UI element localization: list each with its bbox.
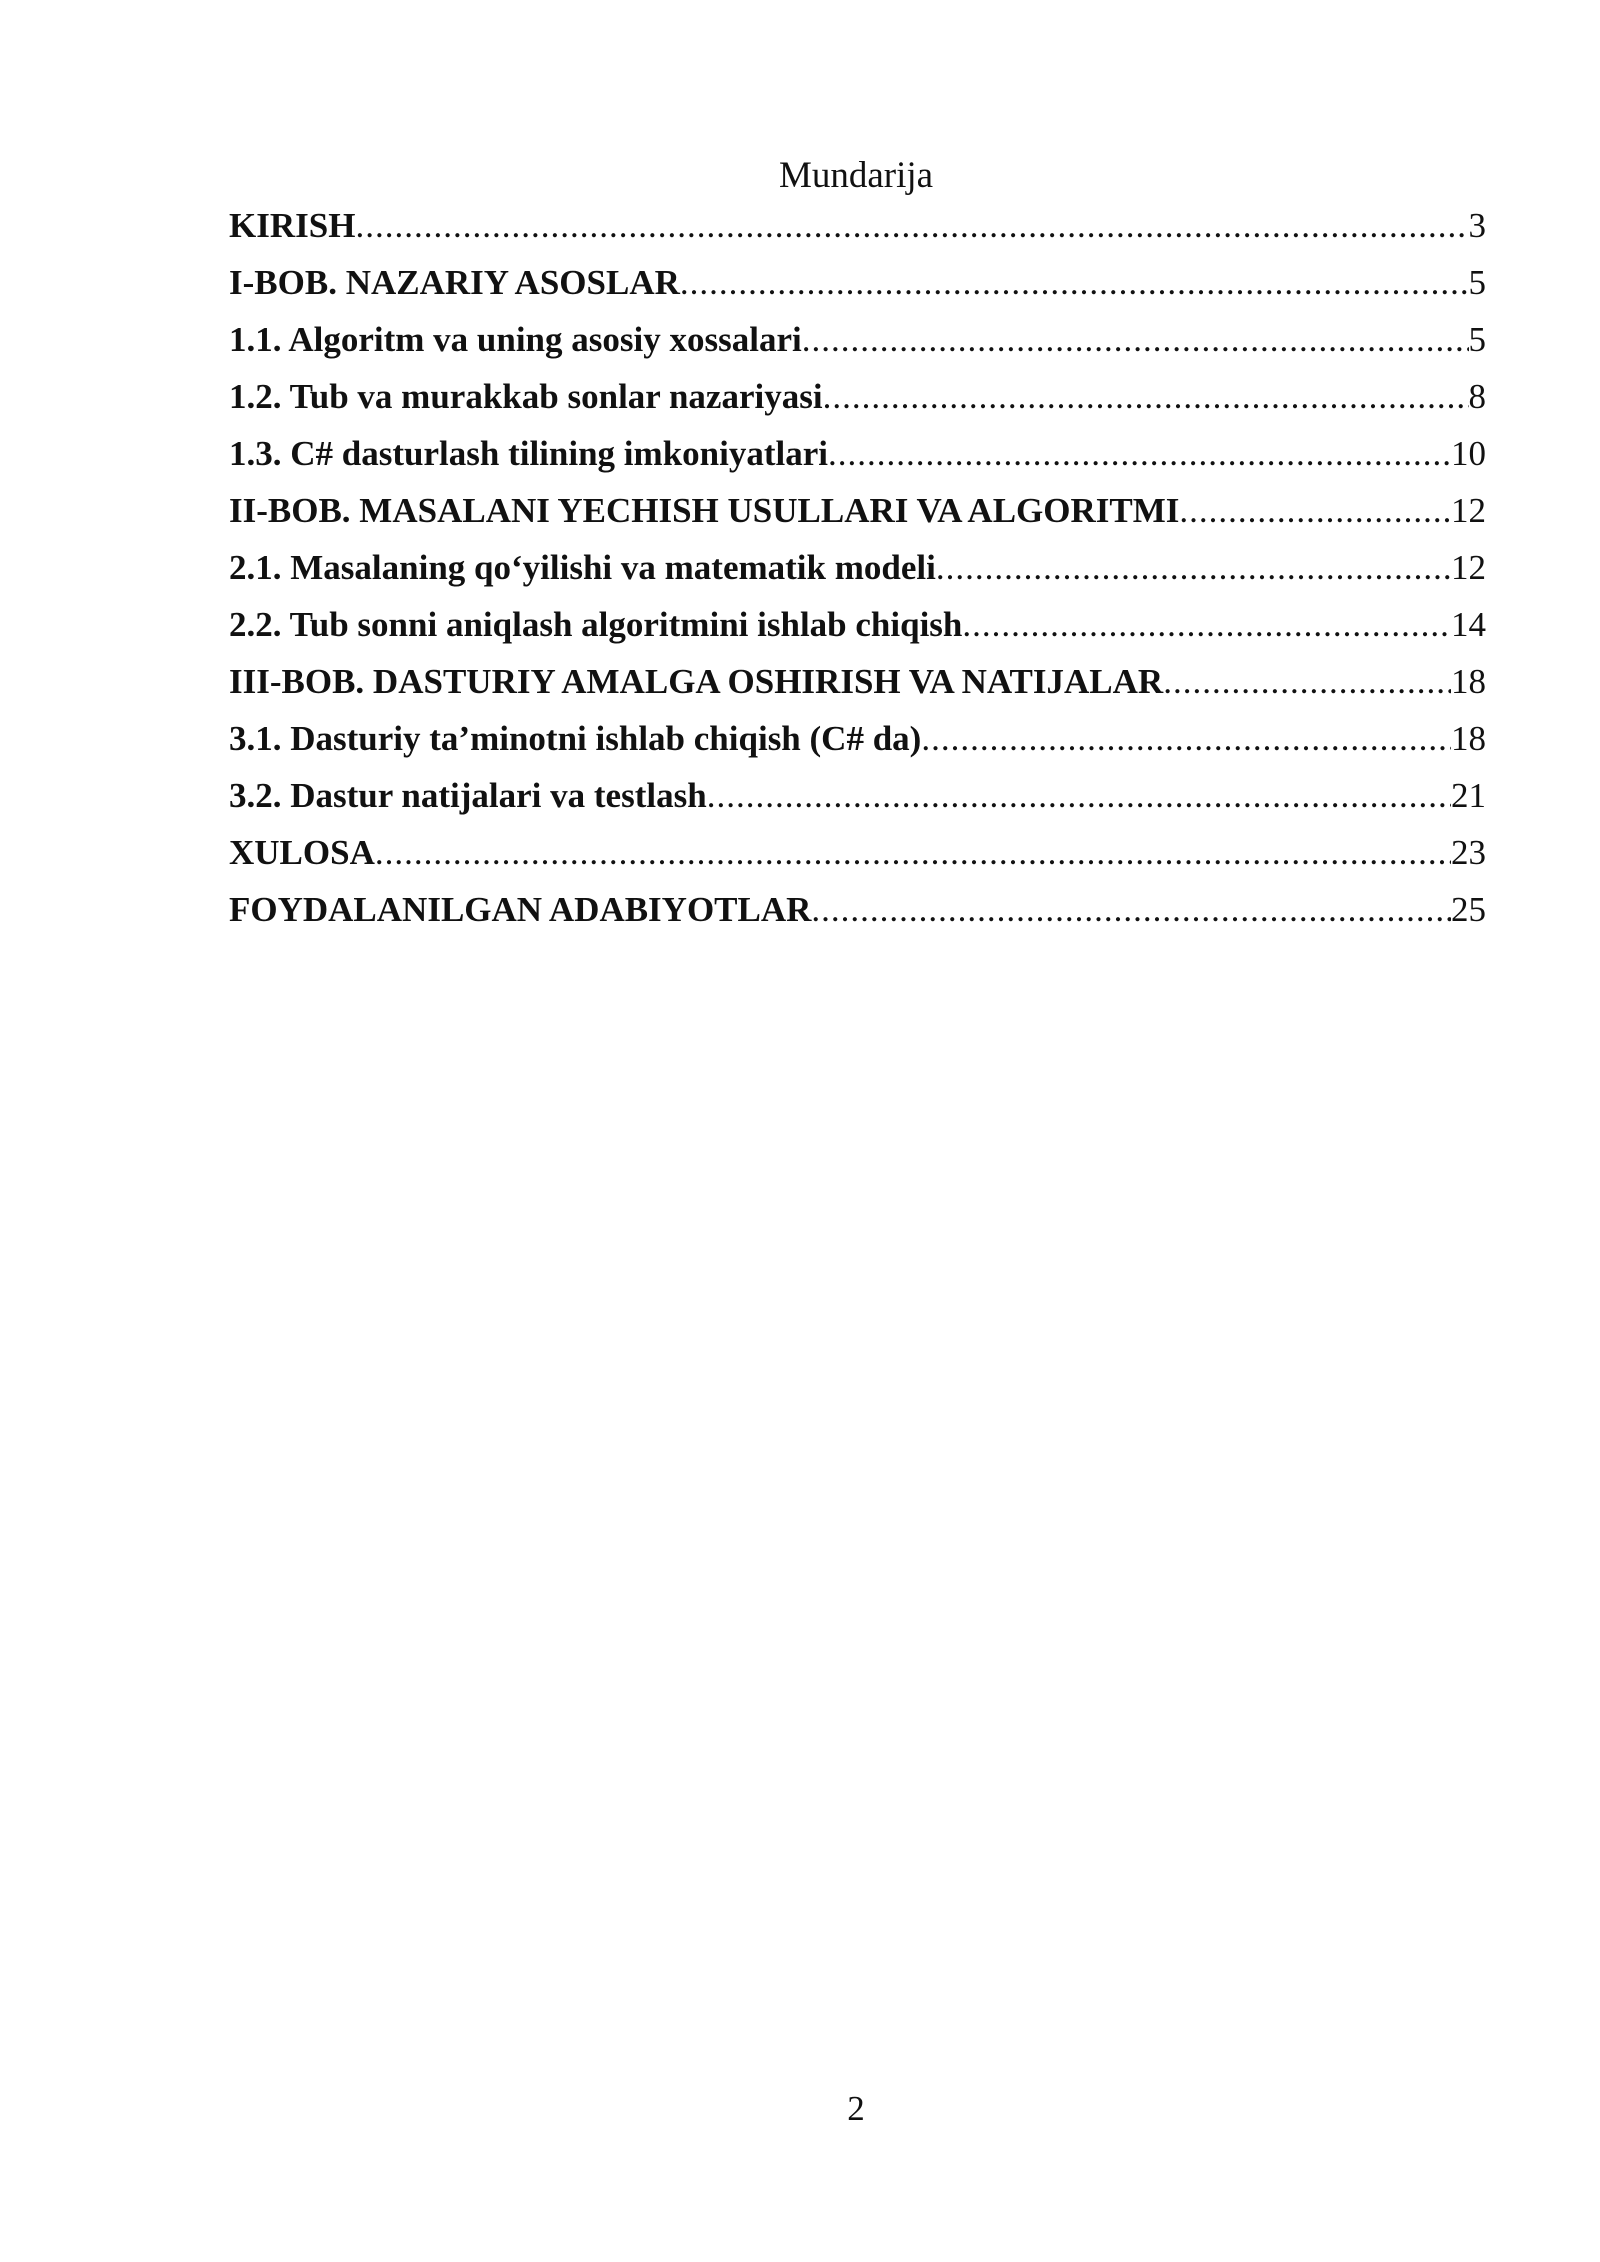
toc-entry-page: 18 — [1451, 719, 1486, 758]
toc-entry-label: FOYDALANILGAN ADABIYOTLAR — [229, 890, 812, 929]
toc-entry-section-1-3[interactable] — [229, 425, 1486, 482]
toc-entry-page: 23 — [1451, 833, 1486, 872]
toc-entry-label: I-BOB. NAZARIY ASOSLAR — [229, 263, 680, 302]
toc-entry-label: 3.2. Dastur natijalari va testlash — [229, 776, 707, 815]
toc-entry-section-3-1[interactable] — [229, 710, 1486, 767]
toc-entry-label: 1.2. Tub va murakkab sonlar nazariyasi — [229, 377, 823, 416]
page-number: 2 — [847, 2089, 865, 2128]
toc-entry-label: III-BOB. DASTURIY AMALGA OSHIRISH VA NATIJALAR — [229, 662, 1164, 701]
toc-entry-page: 3 — [1468, 206, 1486, 245]
toc-leader-dots — [680, 254, 1469, 311]
toc-entry-xulosa[interactable] — [229, 824, 1486, 881]
page-title: Mundarija — [778, 155, 934, 196]
toc-leader-dots — [921, 710, 1451, 767]
toc-entry-label: II-BOB. MASALANI YECHISH USULLARI VA ALGORITMI — [229, 491, 1180, 530]
toc-entry-page: 5 — [1468, 320, 1486, 359]
toc-leader-dots — [1163, 653, 1451, 710]
toc-entry-page: 12 — [1451, 491, 1486, 530]
toc-entry-page: 21 — [1451, 776, 1486, 815]
toc-leader-dots — [936, 539, 1451, 596]
toc-leader-dots — [375, 824, 1451, 881]
table-of-contents — [229, 197, 1486, 938]
toc-leader-dots — [355, 197, 1468, 254]
toc-entry-page: 18 — [1451, 662, 1486, 701]
toc-entry-section-1-1[interactable] — [229, 311, 1486, 368]
toc-leader-dots — [823, 368, 1469, 425]
toc-entry-section-1-2[interactable] — [229, 368, 1486, 425]
toc-entry-section-3-2[interactable] — [229, 767, 1486, 824]
toc-entry-section-2-2[interactable] — [229, 596, 1486, 653]
toc-entry-chapter-3[interactable] — [229, 653, 1486, 710]
toc-entry-page: 12 — [1451, 548, 1486, 587]
toc-entry-chapter-1[interactable] — [229, 254, 1486, 311]
toc-leader-dots — [802, 311, 1469, 368]
toc-entry-label: 2.2. Tub sonni aniqlash algoritmini ishlab chiqish — [229, 605, 963, 644]
toc-leader-dots — [707, 767, 1451, 824]
toc-entry-label: XULOSA — [229, 833, 375, 872]
toc-entry-label: 3.1. Dasturiy ta’minotni ishlab chiqish (C# da) — [229, 719, 922, 758]
toc-entry-section-2-1[interactable] — [229, 539, 1486, 596]
toc-entry-label: KIRISH — [229, 206, 356, 245]
toc-entry-page: 25 — [1451, 890, 1486, 929]
toc-entry-label: 1.1. Algoritm va uning asosiy xossalari — [229, 320, 802, 359]
toc-leader-dots — [1179, 482, 1451, 539]
toc-leader-dots — [811, 881, 1451, 938]
toc-entry-kirish[interactable] — [229, 197, 1486, 254]
toc-entry-page: 10 — [1451, 434, 1486, 473]
toc-leader-dots — [828, 425, 1451, 482]
toc-entry-label: 2.1. Masalaning qo‘yilishi va matematik modeli — [229, 548, 936, 587]
toc-entry-page: 14 — [1451, 605, 1486, 644]
toc-entry-adabiyotlar[interactable] — [229, 881, 1486, 938]
toc-entry-chapter-2[interactable] — [229, 482, 1486, 539]
toc-entry-page: 8 — [1468, 377, 1486, 416]
toc-entry-page: 5 — [1468, 263, 1486, 302]
toc-leader-dots — [962, 596, 1451, 653]
toc-entry-label: 1.3. C# dasturlash tilining imkoniyatlari — [229, 434, 828, 473]
